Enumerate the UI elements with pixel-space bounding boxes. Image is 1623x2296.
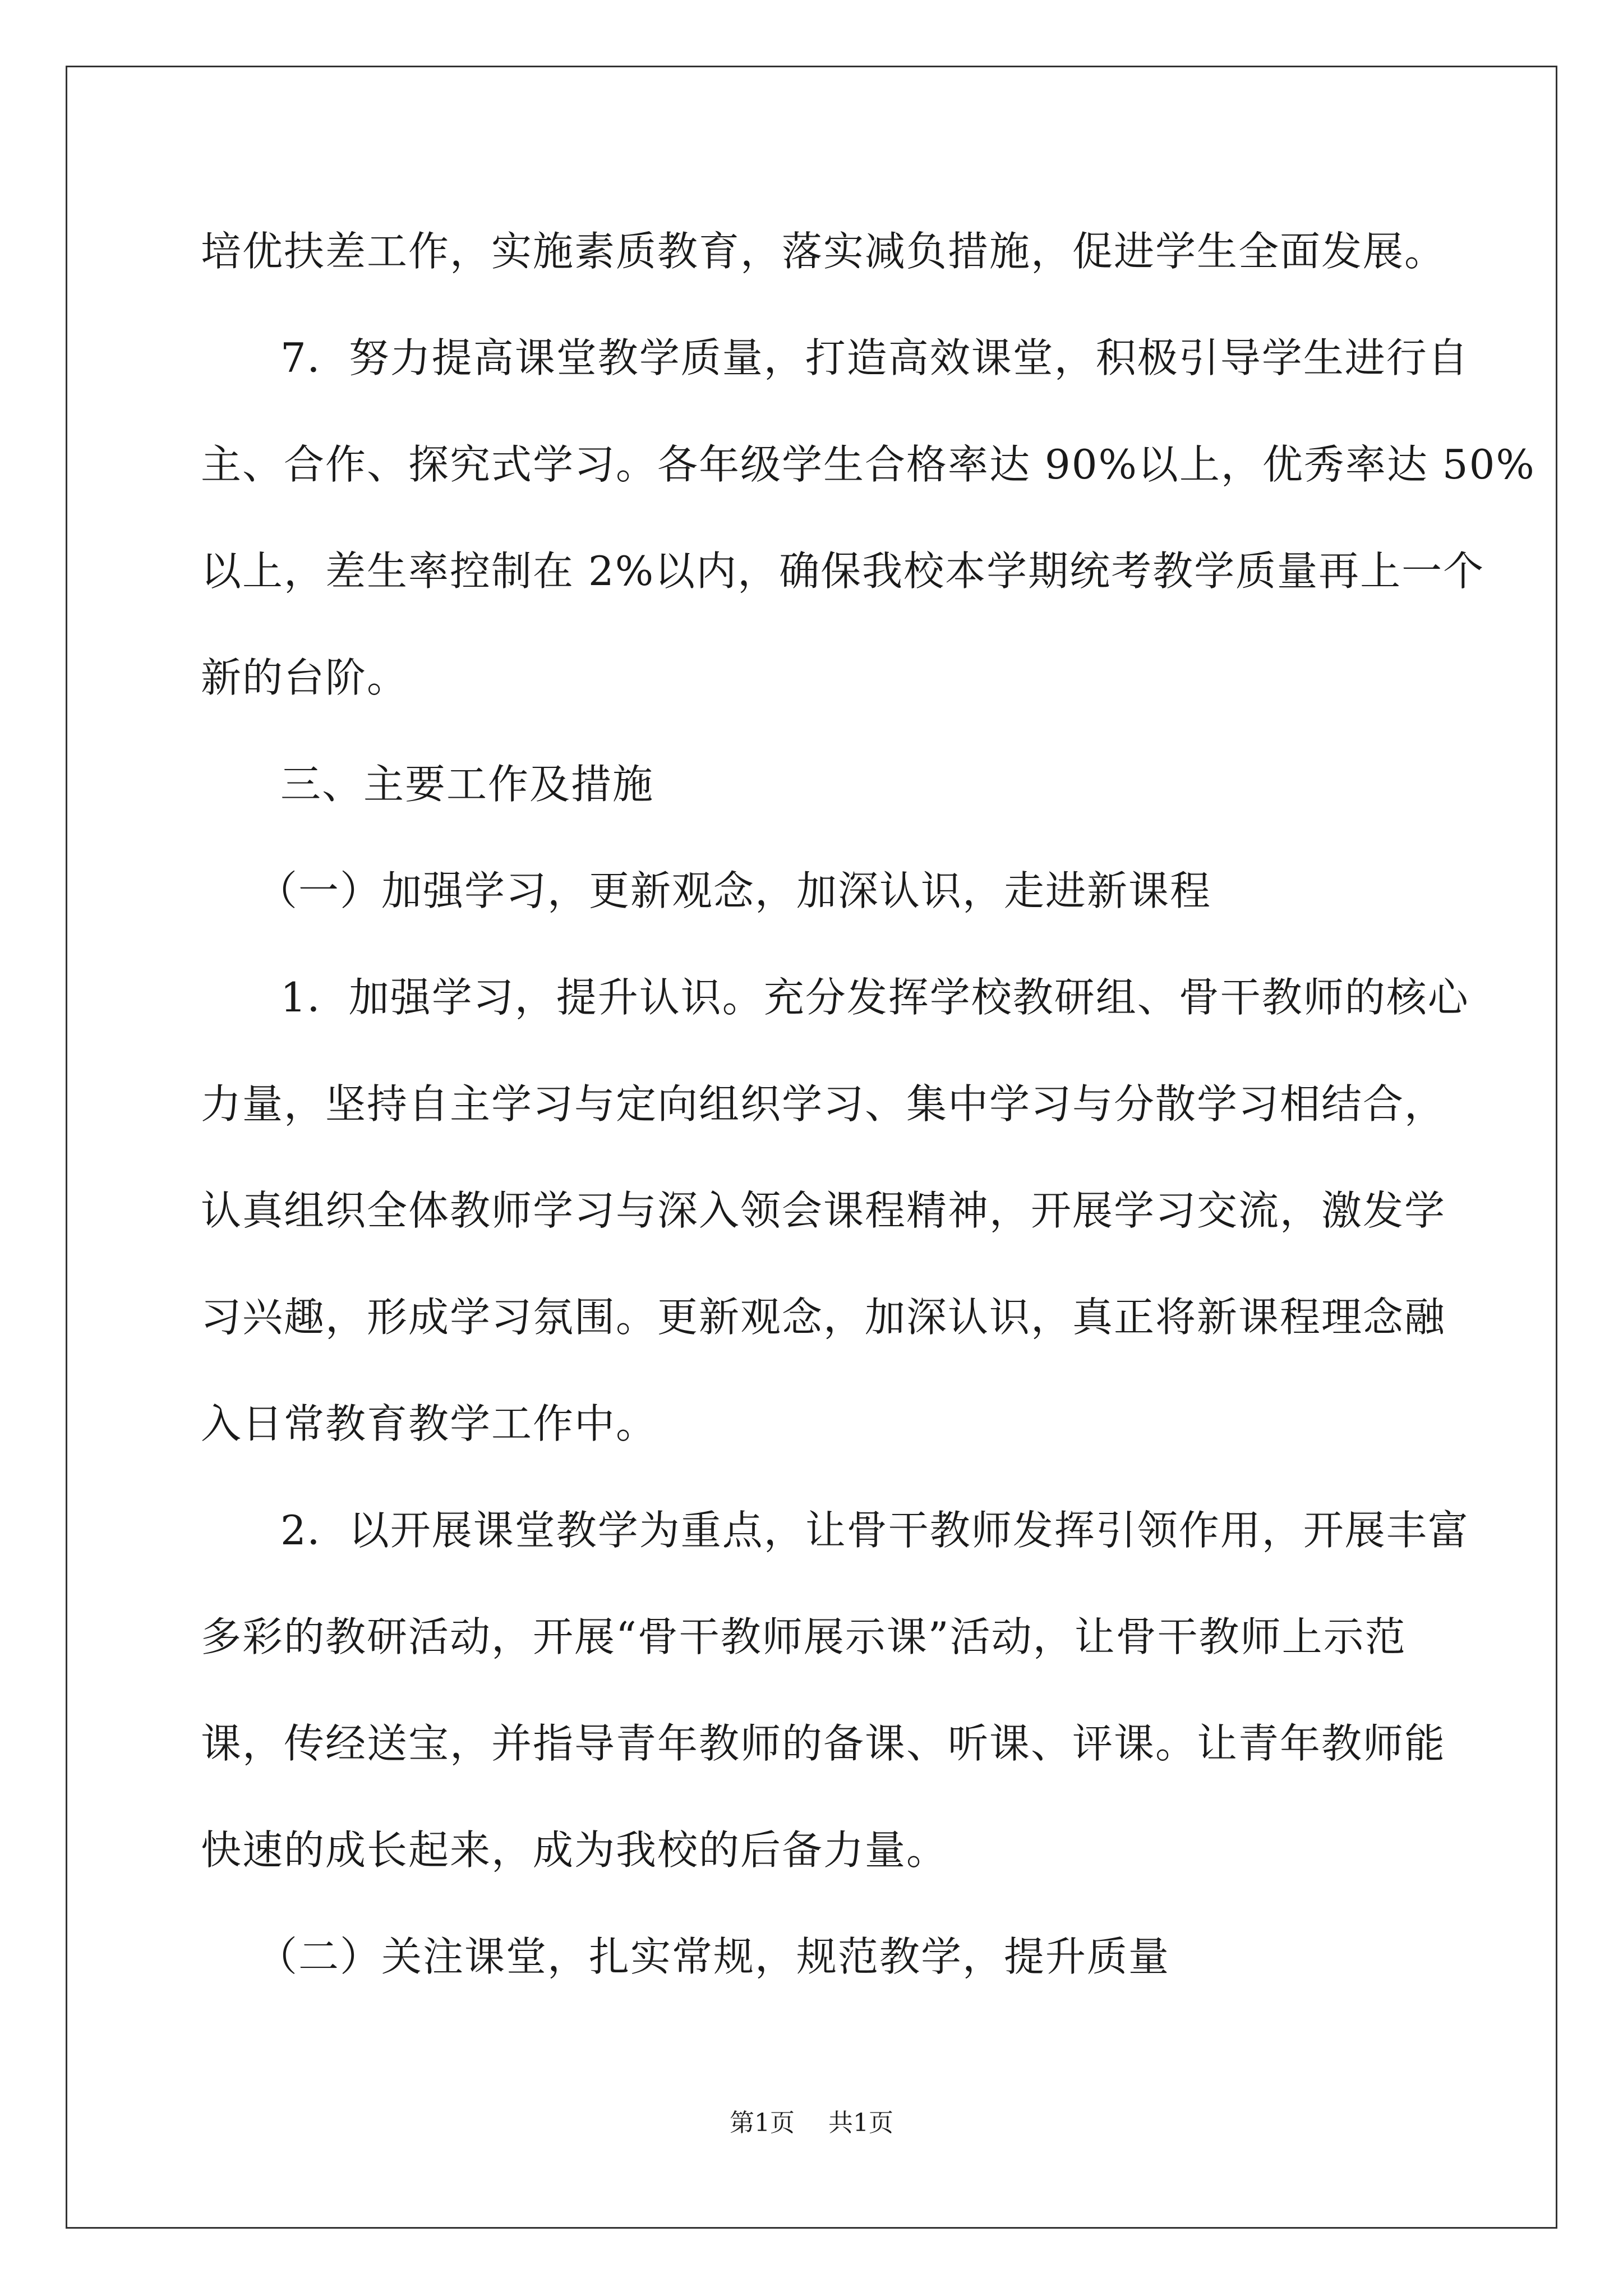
paragraph-line: 快速的成长起来，成为我校的后备力量。 (201, 1826, 948, 1874)
paragraph-line: 培优扶差工作，实施素质教育，落实减负措施，促进学生全面发展。 (201, 228, 1446, 275)
paragraph-line: 7．努力提高课堂教学质量，打造高效课堂，积极引导学生进行自 (280, 334, 1469, 381)
subsection-heading: （一）加强学习，更新观念，加深认识，走进新课程 (257, 867, 1212, 914)
section-heading: 三、主要工作及措施 (280, 761, 654, 808)
paragraph-line: 入日常教育教学工作中。 (201, 1400, 658, 1447)
paragraph-line: 2．以开展课堂教学为重点，让骨干教师发挥引领作用，开展丰富 (280, 1507, 1469, 1554)
paragraph-line: 新的台阶。 (201, 654, 409, 701)
page-total: 共1页 (828, 2109, 893, 2137)
paragraph-line: 习兴趣，形成学习氛围。更新观念，加深认识，真正将新课程理念融 (201, 1294, 1446, 1341)
paragraph-line: 力量，坚持自主学习与定向组织学习、集中学习与分散学习相结合， (201, 1080, 1446, 1128)
page-border (66, 66, 1557, 2229)
paragraph-line: 以上，差生率控制在 2%以内，确保我校本学期统考教学质量再上一个 (201, 547, 1485, 595)
paragraph-line: 认真组织全体教师学习与深入领会课程精神，开展学习交流，激发学 (201, 1187, 1446, 1234)
paragraph-line: 多彩的教研活动，开展“骨干教师展示课”活动，让骨干教师上示范 (201, 1613, 1407, 1660)
page-footer (0, 2109, 1623, 2137)
paragraph-line: 1．加强学习，提升认识。充分发挥学校教研组、骨干教师的核心 (280, 974, 1469, 1021)
page-number: 第1页 (730, 2109, 795, 2137)
paragraph-line: 课，传经送宝，并指导青年教师的备课、听课、评课。让青年教师能 (201, 1720, 1446, 1767)
subsection-heading: （二）关注课堂，扎实常规，规范教学，提升质量 (257, 1933, 1170, 1980)
paragraph-line: 主、合作、探究式学习。各年级学生合格率达 90%以上，优秀率达 50% (201, 441, 1536, 488)
